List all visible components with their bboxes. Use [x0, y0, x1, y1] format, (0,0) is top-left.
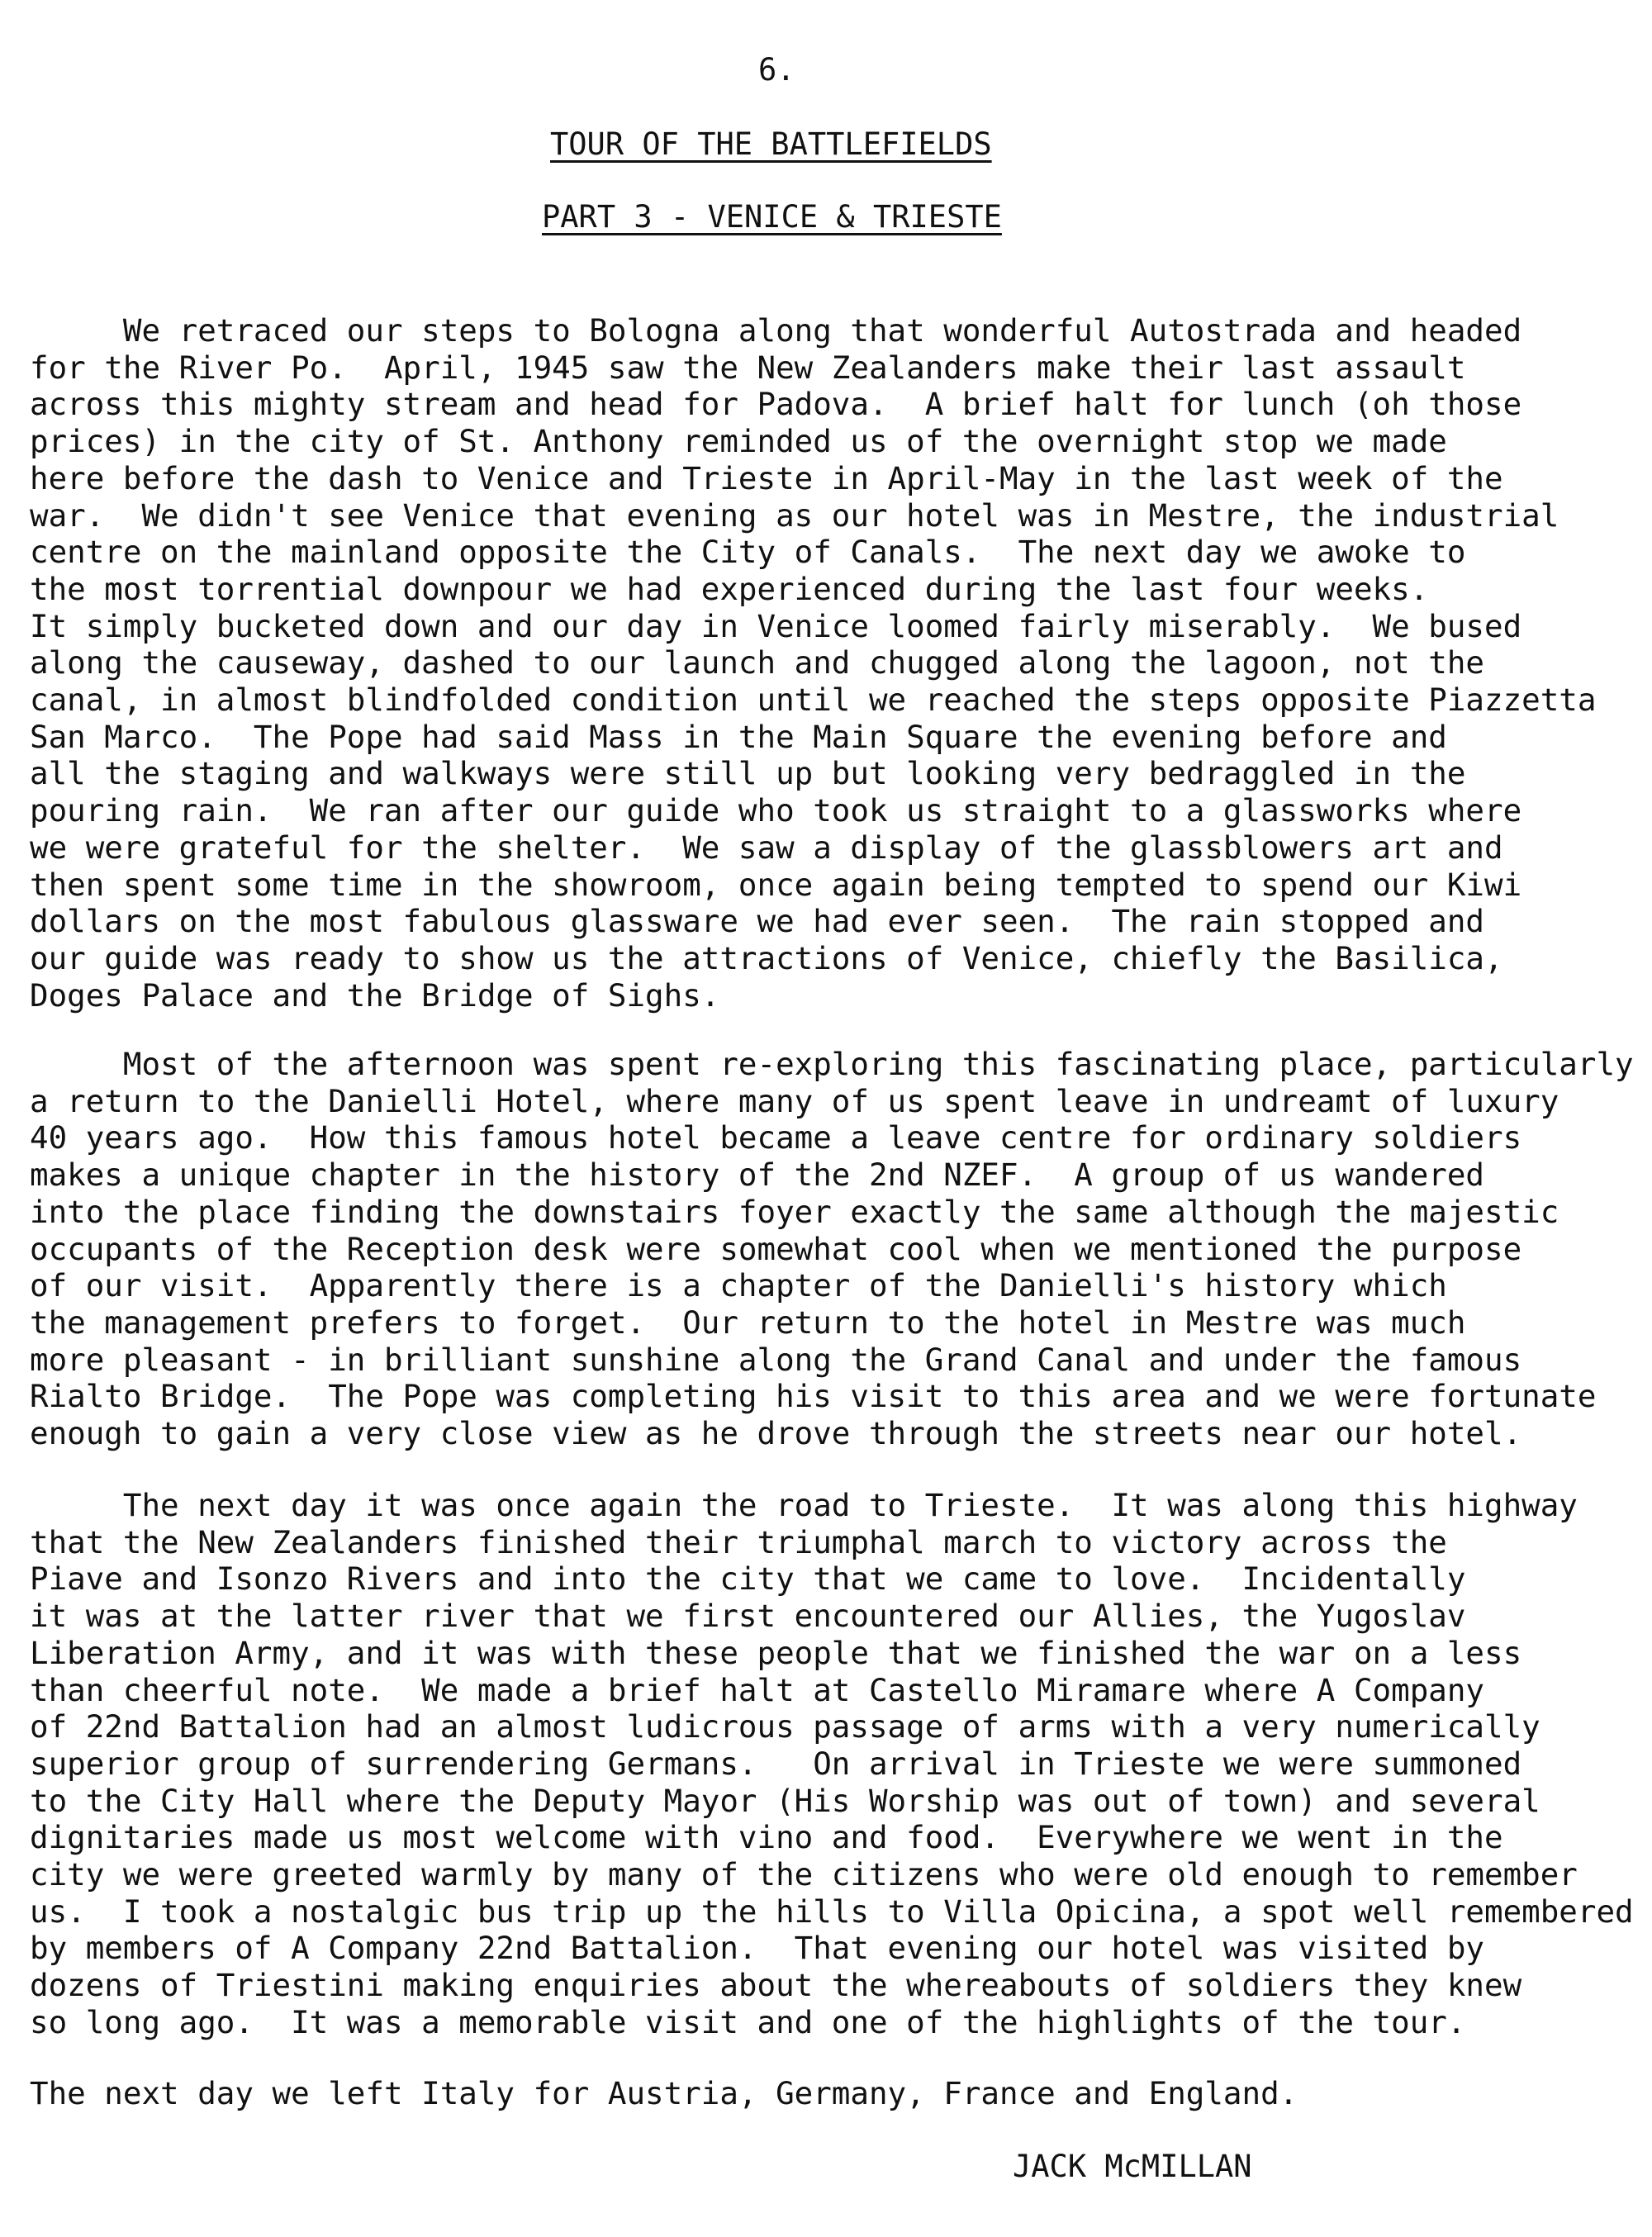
text-line: dollars on the most fabulous glassware we had ever seen. The rain stopped and	[30, 903, 1484, 940]
page-number: 6.	[758, 52, 795, 88]
text-line: The next day it was once again the road to Trieste. It was along this highway	[30, 1487, 1578, 1523]
text-line: pouring rain. We ran after our guide who took us straight to a glassworks where	[30, 792, 1522, 829]
text-line: 40 years ago. How this famous hotel became a leave centre for ordinary soldiers	[30, 1119, 1522, 1156]
author-signature: JACK McMILLAN	[1013, 2149, 1252, 2184]
text-line: then spent some time in the showroom, once again being tempted to spend our Kiwi	[30, 866, 1522, 903]
text-line: San Marco. The Pope had said Mass in the Main Square the evening before and	[30, 718, 1447, 755]
text-line: Rialto Bridge. The Pope was completing his visit to this area and we were fortunate	[30, 1378, 1597, 1415]
paragraph-1	[30, 312, 1596, 1014]
text-line: so long ago. It was a memorable visit and one of the highlights of the tour.	[30, 2003, 1466, 2040]
page-title: TOUR OF THE BATTLEFIELDS	[550, 126, 992, 162]
text-line: of 22nd Battalion had an almost ludicrous passage of arms with a very numerically	[30, 1708, 1540, 1745]
text-line: canal, in almost blindfolded condition until we reached the steps opposite Piazzetta	[30, 682, 1597, 719]
text-line: into the place finding the downstairs foyer exactly the same although the majestic	[30, 1193, 1559, 1230]
paragraph-4	[30, 2075, 1298, 2112]
text-line: that the New Zealanders finished their triumphal march to victory across the	[30, 1523, 1447, 1560]
text-line: by members of A Company 22nd Battalion. That evening our hotel was visited by	[30, 1930, 1484, 1967]
text-line: than cheerful note. We made a brief halt at Castello Miramare where A Company	[30, 1671, 1484, 1708]
text-line: us. I took a nostalgic bus trip up the hills to Villa Opicina, a spot well remembered	[30, 1893, 1634, 1930]
text-line: enough to gain a very close view as he drove through the streets near our hotel.	[30, 1415, 1522, 1452]
text-line: It simply bucketed down and our day in Venice loomed fairly miserably. We bused	[30, 607, 1522, 644]
text-line: prices) in the city of St. Anthony reminded us of the overnight stop we made	[30, 423, 1447, 460]
text-line: Doges Palace and the Bridge of Sighs.	[30, 976, 720, 1014]
text-line: We retraced our steps to Bologna along that wonderful Autostrada and headed	[30, 312, 1522, 349]
text-line: of our visit. Apparently there is a chapter of the Danielli's history which	[30, 1267, 1447, 1304]
paragraph-2	[30, 1046, 1634, 1452]
text-line: all the staging and walkways were still up but looking very bedraggled in the	[30, 755, 1466, 792]
text-line: it was at the latter river that we first encountered our Allies, the Yugoslav	[30, 1598, 1466, 1635]
text-line: The next day we left Italy for Austria, Germany, France and England.	[30, 2075, 1298, 2111]
text-line: here before the dash to Venice and Trieste in April-May in the last week of the	[30, 459, 1503, 496]
text-line: across this mighty stream and head for Padova. A brief halt for lunch (oh those	[30, 386, 1522, 423]
text-line: city we were greeted warmly by many of the citizens who were old enough to remember	[30, 1856, 1578, 1893]
text-line: Most of the afternoon was spent re-exploring this fascinating place, particularly	[30, 1046, 1634, 1082]
text-line: the management prefers to forget. Our return to the hotel in Mestre was much	[30, 1304, 1466, 1341]
text-line: centre on the mainland opposite the City of Canals. The next day we awoke to	[30, 534, 1466, 571]
text-line: a return to the Danielli Hotel, where many of us spent leave in undreamt of luxury	[30, 1082, 1559, 1119]
text-line: dignitaries made us most welcome with vino and food. Everywhere we went in the	[30, 1819, 1503, 1856]
text-line: superior group of surrendering Germans. On arrival in Trieste we were summoned	[30, 1745, 1522, 1782]
text-line: we were grateful for the shelter. We saw a display of the glassblowers art and	[30, 829, 1503, 866]
page-subtitle: PART 3 - VENICE & TRIESTE	[542, 199, 1002, 235]
text-line: the most torrential downpour we had experienced during the last four weeks.	[30, 570, 1429, 607]
text-line: makes a unique chapter in the history of the 2nd NZEF. A group of us wandered	[30, 1156, 1484, 1194]
text-line: more pleasant - in brilliant sunshine along the Grand Canal and under the famous	[30, 1341, 1522, 1378]
text-line: for the River Po. April, 1945 saw the New Zealanders make their last assault	[30, 349, 1466, 386]
text-line: dozens of Triestini making enquiries about the whereabouts of soldiers they knew	[30, 1967, 1522, 2004]
text-line: to the City Hall where the Deputy Mayor (His Worship was out of town) and several	[30, 1782, 1540, 1819]
text-line: Liberation Army, and it was with these people that we finished the war on a less	[30, 1634, 1522, 1671]
text-line: war. We didn't see Venice that evening as our hotel was in Mestre, the industrial	[30, 496, 1559, 534]
text-line: along the causeway, dashed to our launch and chugged along the lagoon, not the	[30, 644, 1484, 682]
text-line: our guide was ready to show us the attractions of Venice, chiefly the Basilica,	[30, 939, 1503, 976]
text-line: occupants of the Reception desk were somewhat cool when we mentioned the purpose	[30, 1230, 1522, 1267]
text-line: Piave and Isonzo Rivers and into the city that we came to love. Incidentally	[30, 1560, 1466, 1598]
paragraph-3	[30, 1487, 1634, 2041]
